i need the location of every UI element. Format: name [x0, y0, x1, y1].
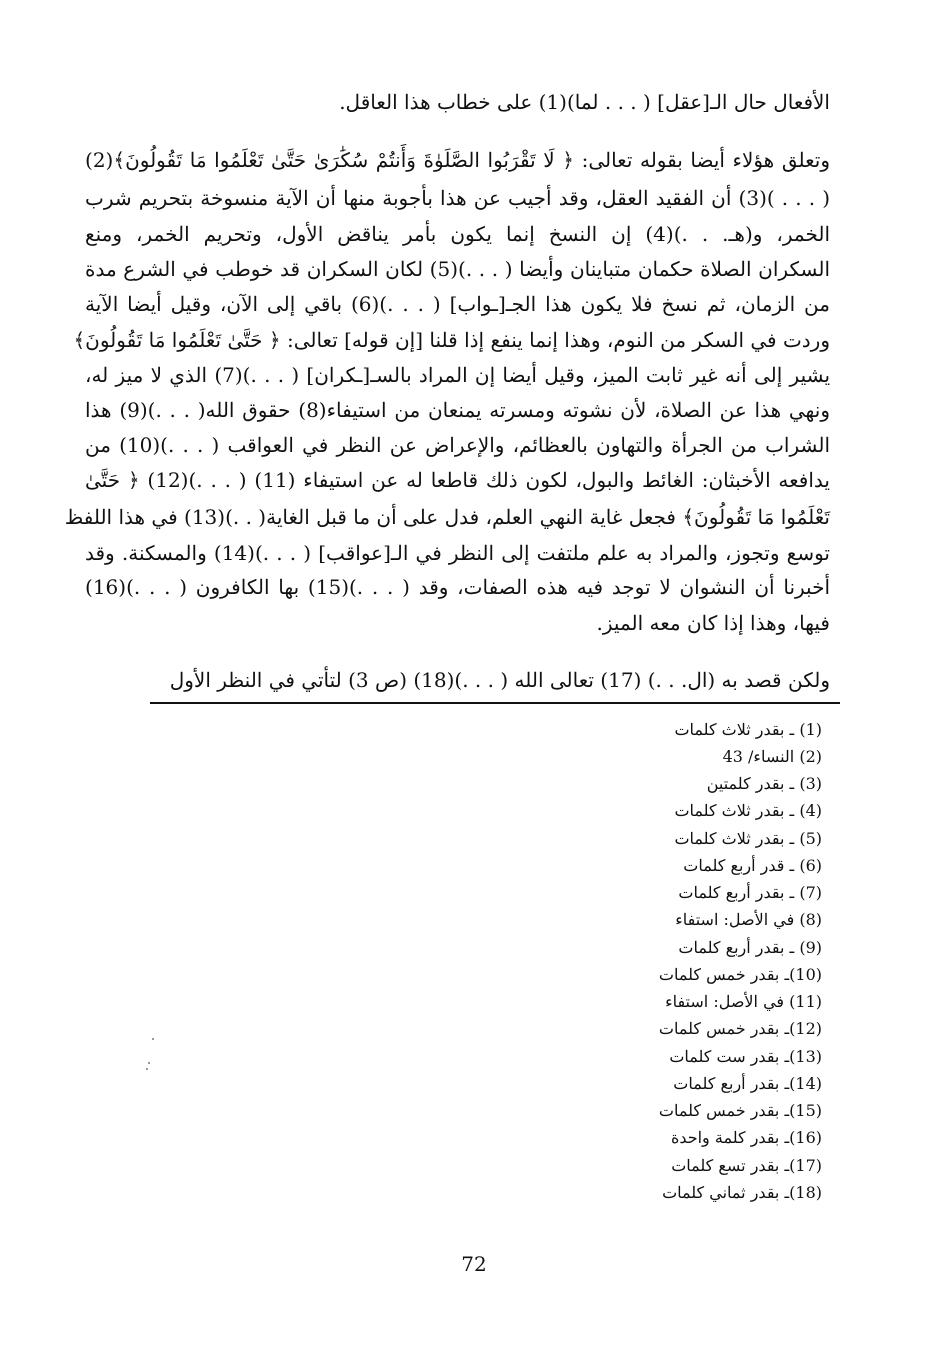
- footnote-4: (4) ـ بقدر ثلاث كلمات: [674, 801, 822, 820]
- body-line-3: ( . . . )(3) أن الفقيد العقل، وقد أجيب عن هذا بأجوبة منها أن الآية منسوخة بتحريم شرب: [85, 186, 830, 210]
- footnote-3: (3) ـ بقدر كلمتين: [706, 774, 822, 793]
- footnote-separator: [150, 702, 840, 704]
- footnote-10: (10)ـ بقدر خمس كلمات: [658, 965, 822, 984]
- body-line-15: فيها، وهذا إذا كان معه الميز.: [596, 611, 830, 635]
- page-number: 72: [461, 1252, 487, 1276]
- footnote-18: (18)ـ بقدر ثماني كلمات: [662, 1183, 822, 1202]
- body-line-2: وتعلق هؤلاء أيضا بقوله تعالى: ﴿ لَا تَقْرَبُوا الصَّلَوٰةَ وَأَنتُمْ سُكَٰرَىٰ حَتَّىٰ تَعْلَمُوا مَا تَقُولُونَ﴾(2): [85, 148, 830, 172]
- body-line-6: من الزمان، ثم نسخ فلا يكون هذا الجـ[ـواب] ( . . .)(6) باقي إلى الآن، وقيل أيضا الآية: [85, 292, 830, 316]
- footnote-16: (16)ـ بقدر كلمة واحدة: [670, 1128, 822, 1147]
- body-line-8: يشير إلى أنه غير ثابت الميز، وقيل أيضا إن المراد بالسـ[ـكران] ( . . .)(7) الذي لا ميز له،: [85, 363, 831, 387]
- body-line-12: تَعْلَمُوا مَا تَقُولُونَ﴾ فجعل غاية النهي العلم، فدل على أن ما قبل الغاية( . .)(13) في هذا اللفظ: [64, 505, 830, 529]
- body-line-16: ولكن قصد به (ال. . .) (17) تعالى الله ( . . .)(18) (ص 3) لتأتي في النظر الأول: [169, 668, 830, 692]
- body-line-11: يدافعه الأخبثان: الغائط والبول، لكون ذلك قاطعا له عن استيفاء (11) ( . . .)(12) ﴿ حَتَّىٰ: [85, 468, 830, 492]
- footnote-13: (13)ـ بقدر ست كلمات: [669, 1047, 822, 1066]
- footnote-5: (5) ـ بقدر ثلاث كلمات: [674, 829, 822, 848]
- footnote-9: (9) ـ بقدر أربع كلمات: [678, 938, 822, 957]
- scan-speck: [152, 1038, 154, 1040]
- scan-speck: [148, 1062, 150, 1064]
- footnote-17: (17)ـ بقدر تسع كلمات: [671, 1156, 822, 1175]
- footnote-1: (1) ـ بقدر ثلاث كلمات: [674, 720, 822, 739]
- footnote-8: (8) في الأصل: استفاء: [675, 910, 822, 929]
- footnote-2: (2) النساء/ 43: [722, 747, 822, 766]
- footnote-15: (15)ـ بقدر خمس كلمات: [658, 1101, 822, 1120]
- footnote-12: (12)ـ بقدر خمس كلمات: [658, 1019, 822, 1038]
- footnote-6: (6) ـ قدر أربع كلمات: [683, 856, 822, 875]
- footnote-14: (14)ـ بقدر أربع كلمات: [673, 1074, 822, 1093]
- scan-speck: [146, 1068, 148, 1070]
- footnote-11: (11) في الأصل: استفاء: [665, 992, 822, 1011]
- body-line-9: ونهي هذا عن الصلاة، لأن نشوته ومسرته يمنعان من استيفاء(8) حقوق الله( . . .)(9) هذا: [85, 398, 830, 422]
- footnote-7: (7) ـ بقدر أربع كلمات: [678, 883, 822, 902]
- body-line-10: الشراب من الجرأة والتهاون بالعظائم، والإعراض عن النظر في العواقب ( . . .)(10) من: [85, 433, 830, 457]
- body-line-14: أخبرنا أن النشوان لا توجد فيه هذه الصفات، وقد ( . . .)(15) بها الكافرون ( . . .)(16): [85, 575, 831, 599]
- body-line-7: وردت في السكر من النوم، وهذا إنما ينفع إذا قلنا [إن قوله] تعالى: ﴿ حَتَّىٰ تَعْلَمُوا مَا تَقُولُونَ﴾: [73, 328, 830, 352]
- body-line-4: الخمر، و(هـ. . .)(4) إن النسخ إنما يكون بأمر يناقض الأول، وتحريم الخمر، ومنع: [85, 222, 831, 246]
- body-line-5: السكران الصلاة حكمان متباينان وأيضا ( . . .)(5) لكان السكران قد خوطب في الشرع مدة: [85, 257, 831, 281]
- body-line-13: توسع وتجوز، والمراد به علم ملتفت إلى النظر في الـ[عواقب] ( . . .)(14) والمسكنة. وقد: [85, 541, 830, 565]
- body-line-1: الأفعال حال الـ[عقل] ( . . . لما)(1) على خطاب هذا العاقل.: [339, 90, 830, 114]
